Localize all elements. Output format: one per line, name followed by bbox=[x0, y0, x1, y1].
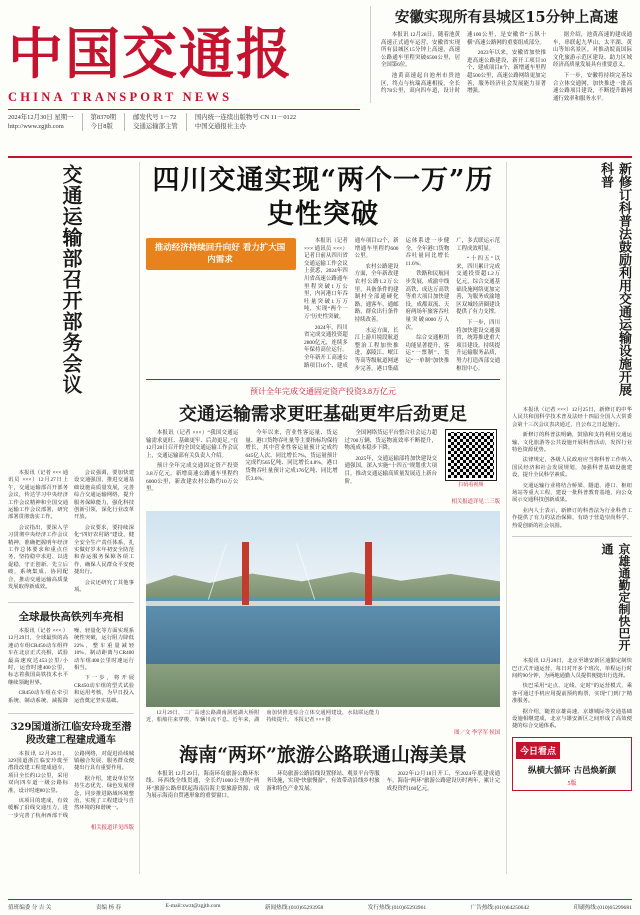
paragraph: 全国网络货运平台整合社会运力超过700万辆，货运物流效率不断提升，物流成本稳步下降。 bbox=[344, 430, 437, 452]
publisher: 中国交通报社主办 bbox=[194, 123, 246, 130]
page-footer bbox=[8, 899, 632, 911]
paragraph: 会议要求，要持续深化“四好农村路”建设，健全安全生产责任体系，扎实做好岁末年初安全防范和春运服务保障各项工作，确保人民群众平安便捷出行。 bbox=[74, 524, 134, 576]
serial-number: 国内统一连续出版物号 CN 11－0122 bbox=[194, 114, 297, 121]
paragraph: 交通运输行业将结合桥梁、隧道、港口、枢纽场站等重大工程，建设一批科普教育基地，向公众展示交通科技创新成果。 bbox=[512, 482, 632, 504]
post-code: 邮发代号 1－72 bbox=[133, 114, 177, 121]
paragraph: 2023年以来，安徽省加快推进高速公路建设，新开工项目10个、建成项目8个，新增通车里程超500公里，高速公路网络更加完善，服务经济社会发展能力显著增强。 bbox=[467, 50, 546, 95]
masthead-issue-block bbox=[91, 113, 126, 131]
dateline: 本报讯（记者 ×××）12月25日，新修订的中华人民共和国科学技术普及法经十四届全国人大常委会第十三次会议表决通过，自公布之日起施行。 bbox=[512, 407, 632, 428]
divider bbox=[146, 379, 500, 380]
footer-editor bbox=[8, 903, 51, 911]
photo-credit: 图／文 李学军 侯国 bbox=[454, 729, 500, 736]
masthead bbox=[8, 6, 632, 154]
footer-chief bbox=[96, 903, 121, 911]
qr-code-icon[interactable] bbox=[446, 430, 496, 480]
paragraph: 业内人士表示，新修订的科普法为行业科普工作提供了有力的法治保障，有助于营造崇尚科学、热爱创新的社会氛围。 bbox=[512, 507, 632, 529]
dateline: 本报讯（记者 ××× 通讯员 ×××）12月27日上午，交通运输部召开部务会议，传达学习中央经济工作会议精神和全国交通运输工作会议部署，研究部署贯彻落实工作。 bbox=[8, 470, 68, 521]
masthead-divider bbox=[8, 156, 632, 158]
paragraph: CR450动车组在牵引系统、制动系统、减振降噪、轻量化等方面实现系统性突破，运行阻力降低22%、整车重量减轻10%、制动距离与CR400动车组400公里时速运行相当。 bbox=[8, 628, 134, 704]
dateline: 本报讯（记者 ××× 通讯员 ×××）记者日前从四川省交通运输工作会议上获悉，2024年四川省高速公路通车里程突破1万公里，内河港口年吞吐量突破1万万吨，实现“两个一万”历史性突破。 bbox=[304, 238, 348, 320]
left-article-body bbox=[8, 470, 134, 596]
paragraph: 据介绍，池黄高速的建成通车，串联起九华山、太平湖、黄山等知名景区，对推动皖南国际文化旅游示范区建设、助力区域经济高质量发展具有重要意义。 bbox=[553, 32, 632, 69]
footer-chief-label: 责编 bbox=[95, 905, 108, 911]
photo-caption bbox=[146, 710, 500, 725]
dateline: 本报讯 12月29日，海南环岛旅游公路环东线、环西线全线贯通，全长约1000公里的“两环”旅游公路串联起海南沿海主要旅游资源，成为展示海南自贸港形象的重要窗口。 bbox=[146, 770, 260, 800]
paragraph: 会议强调，要加快建设交通强国，推进交通基础设施高质量发展，完善综合交通运输网络，提升服务保障能力，强化科技创新引领，深化行业改革开放。 bbox=[74, 470, 134, 521]
dateline: 本报讯（记者 ××× ）12月29日，全球最快的高速动车组CR450动车组样车在北京正式亮相，试验最高速度达453公里/小时，运营时速400公里，标志着我国高铁技术水平继续领跑世界。 bbox=[8, 628, 68, 686]
main-column bbox=[140, 162, 506, 874]
second-story-body bbox=[146, 430, 437, 494]
bridge-deck bbox=[146, 601, 500, 606]
body-grid bbox=[8, 162, 632, 874]
shoreline bbox=[146, 664, 500, 707]
paragraph: 会议还研究了其他事项。 bbox=[74, 579, 134, 594]
qr-code-block[interactable] bbox=[442, 430, 500, 489]
paragraph: 会议指出，要深入学习贯彻中央经济工作会议精神，准确把握明年经济工作总体要求和重点任务，坚持稳中求进、以进促稳，守正创新、先立后破，系统集成、协同配合，推动交通运输高质量发展取得新成效。 bbox=[8, 524, 68, 591]
right-story2-body bbox=[512, 658, 632, 731]
third-story-body bbox=[146, 771, 500, 801]
right-story2-title[interactable]: 京雄通勤定制快巴开通 bbox=[600, 543, 631, 652]
masthead-left bbox=[8, 6, 360, 131]
main-article-body bbox=[304, 238, 500, 373]
paragraph: 水运方面，长江上游川境段航道整治工程加快推进，嘉陵江、岷江等高等级航道网逐步完善，港口集疏运体系进一步健全，全年港口货物吞吐量同比增长11.6%。 bbox=[354, 238, 450, 372]
paragraph: 2022年12月18日开工，至2024年底建成通车，海南“两环”旅游公路建设历时两年，累计完成投资约160亿元。 bbox=[386, 770, 500, 792]
paragraph: 铁路和民航同步发展，成渝中线高铁、成达万高铁等重大项目加快建设，成都双流、天府两场年旅客吞吐量突破8000万人次。 bbox=[405, 271, 450, 331]
bridge-tower bbox=[242, 542, 249, 605]
footer-ads-tel: 广告热线:(010)64250642 bbox=[470, 905, 530, 911]
main-headline[interactable]: 四川交通实现“两个一万”历史性突破 bbox=[152, 165, 494, 230]
left-story3-body bbox=[8, 751, 134, 821]
top-story bbox=[370, 6, 632, 103]
second-story-note[interactable]: 相关报道详见二三版 bbox=[451, 498, 500, 505]
paragraph: 2024年，四川省完成交通投资超2800亿元，连续多年保持高位运行。全年新开工高速公路项目16个、建成通车项目12个，新增通车里程约600公里。 bbox=[304, 238, 399, 369]
top-story-body bbox=[381, 32, 632, 103]
dateline: 本报讯（记者 ×××）“我国交通运输需求更旺、基础更牢、后劲更足。”在12月28日召开的全国交通运输工作会议上，交通运输部有关负责人介绍。 bbox=[146, 430, 239, 459]
bridge-photo bbox=[146, 511, 500, 707]
paragraph: 快巴采用“定点、定线、定时”的运营模式，乘客可通过手机应用提前预约购票，实现“门到门”精准服务。 bbox=[512, 683, 632, 705]
paragraph: 下一步，四川将加快建设交通强省，统筹推进重大项目建设，持续提升运输服务品质，努力打造西部交通枢纽中心。 bbox=[456, 319, 500, 372]
footer-print-tel: 印刷热线:(010)65299681 bbox=[573, 905, 632, 911]
divider bbox=[512, 536, 632, 537]
left-column bbox=[8, 162, 140, 874]
website-url[interactable]: http://www.zgjtb.com bbox=[8, 123, 64, 130]
paragraph: 该项目的建成，有效缓解了沿线交通压力，进一步完善了杭州西部干线公路网络，对促进沿线城镇融合发展、服务群众便捷出行具有重要作用。 bbox=[8, 750, 134, 819]
paragraph: 法律规定，各级人民政府应当将科普工作纳入国民经济和社会发展规划，加强科普基础设施建设，提升全民科学素质。 bbox=[512, 457, 632, 479]
footer-editor-name: 分 吉 关 bbox=[31, 905, 52, 911]
left-story3-title[interactable]: 329国道浙江临安玲珑至潜段改建工程建成通车 bbox=[10, 721, 132, 746]
today-highlights-label: 今日看点 bbox=[516, 742, 560, 759]
paragraph: 预计全年完成交通固定资产投资3.8万亿元，新增高速公路通车里程约6000公里，新改建农村公路约10万公里。 bbox=[146, 463, 239, 493]
sponsor: 交通运输部主管 bbox=[133, 123, 178, 130]
dateline: 本报讯 12月26日，329国道浙江临安玲珑至潜段改建工程建成通车，项目全长约12公里，采用双向四车道一级公路标准，设计时速80公里。 bbox=[8, 750, 68, 794]
paragraph: 下一步，安徽将持续完善综合立体交通网，加快推进一批高速公路项目建设，不断提升路网通行效率和服务水平。 bbox=[553, 72, 632, 102]
paragraph: “十四五”以来，四川累计完成交通投资超1.2万亿元，综合交通基础设施网络更加完善，为服务成渝地区双城经济圈建设提供了有力支撑。 bbox=[456, 256, 500, 316]
left-story2-title[interactable]: 全球最快高铁列车亮相 bbox=[18, 611, 124, 623]
qr-caption: 扫码看视频 bbox=[458, 483, 484, 489]
right-headline[interactable]: 新修订科普法鼓励利用交通运输设施开展科普 bbox=[598, 162, 631, 396]
newspaper-title: 中国交通报 bbox=[8, 21, 294, 86]
right-article-body bbox=[512, 407, 632, 530]
right-column bbox=[506, 162, 632, 874]
paragraph: 新修订的科普法明确，鼓励和支持利用交通运输、文化旅游等公共设施开展科普活动，发挥行业特色资源优势。 bbox=[512, 432, 632, 454]
sky bbox=[146, 511, 500, 585]
paragraph: 2025年，交通运输部将加快建设交通强国，深入实施“十四五”规划重大项目，推动交通运输高质量发展迈上新台阶。 bbox=[344, 455, 437, 485]
paragraph: 本报讯 12月28日，随着池黄高速正式通车运营，安徽省实现所有县城区15分钟上高速，高速公路通车里程突破6500公里，居全国第6位。 bbox=[381, 32, 460, 69]
paragraph: 农村公路建设方面，全年新改建农村公路1.2万公里，具备条件的建制村全部通硬化路、通客车、通邮路，群众出行条件持续改善。 bbox=[354, 263, 399, 323]
footer-email[interactable]: E-mail:xwzt@zgjtb.com bbox=[165, 903, 221, 909]
campaign-ribbon-wrap bbox=[146, 238, 296, 270]
caption-text: 12月29日，二广高速公路湖南洞庭湖大桥附近，船舶往来穿梭，车辆川流不息。近年来，湖南加快推进综合立体交通网建设，水陆联运能力持续提升。 本报记者 ××× 摄 bbox=[146, 709, 380, 724]
paragraph: 据介绍，建设单位坚持生态优先、绿色发展理念，同步推进路域环境整治，实现了工程建设与自然环境的和谐统一。 bbox=[74, 775, 134, 812]
masthead-publisher-block bbox=[195, 113, 306, 131]
publish-date: 2024年12月30日 星期一 bbox=[8, 114, 74, 121]
divider bbox=[8, 713, 134, 714]
paragraph: 今年以来，营业性客运量、货运量、港口货物吞吐量等主要指标均保持增长，其中营业性客运量预计完成约645亿人次、同比增长7%，货运量预计完成约565亿吨、同比增长4.8%，港口货物吞吐量预计完成176亿吨、同比增长3.6%。 bbox=[245, 430, 338, 482]
paragraph: 据介绍，随着京雄高速、京雄城际等交通基础设施相继建成，北京与雄安新区之间形成了高效便捷的综合交通体系。 bbox=[512, 708, 632, 730]
left-headline[interactable]: 交通运输部召开部务会议 bbox=[59, 164, 83, 395]
top-story-title[interactable]: 安徽实现所有县城区15分钟上高速 bbox=[394, 9, 619, 26]
divider bbox=[8, 602, 134, 603]
masthead-rule bbox=[8, 109, 360, 110]
masthead-date-block bbox=[8, 113, 83, 131]
paragraph: 综合交通枢纽功能显著提升，客运“一票制”、货运“一单制”加快推广，多式联运示范工程成效明显。 bbox=[405, 238, 500, 364]
second-story-kicker: 预计全年完成交通固定资产投资3.8万亿元 bbox=[250, 387, 396, 397]
bridge-tower bbox=[365, 542, 372, 605]
footer-editor-label: 值班编委 bbox=[8, 905, 31, 911]
third-story-title[interactable]: 海南“两环”旅游公路联通山海美景 bbox=[179, 743, 467, 766]
footer-chief-name: 杨 春 bbox=[108, 905, 122, 911]
footer-subscribe-tel: 发行热线:(010)65293961 bbox=[367, 905, 427, 911]
footer-news-tel: 新闻热线:(010)65293958 bbox=[264, 905, 324, 911]
today-pages: 今日8版 bbox=[90, 123, 113, 130]
paragraph: 本报讯 12月28日，北京至雄安新区通勤定制快巴正式开通运营，每日对开多个班次，单程运行时间约90分钟，为两地通勤人员提供便捷出行选择。 bbox=[512, 658, 632, 679]
paragraph: 环岛旅游公路沿线设置驿站、观景平台等服务设施，实现“快旅慢游”，有效带动沿线乡村旅游和特色产业发展。 bbox=[266, 770, 380, 792]
today-highlights bbox=[512, 737, 632, 791]
paragraph: 下一步，将开展CR450动车组的型式试验和运用考核，为早日投入运营奠定坚实基础。 bbox=[74, 675, 134, 704]
left-story2-body bbox=[8, 628, 134, 707]
newspaper-title-english: CHINA TRANSPORT NEWS bbox=[8, 90, 233, 104]
today-highlight-page: 5版 bbox=[567, 780, 577, 787]
paragraph: 池黄高速起自池州市贵池区，终点与杭瑞高速相接，全长约78公里，双向四车道，设计时速100公里，是安徽省“五纵十横”高速公路网的重要组成部分。 bbox=[381, 32, 546, 95]
second-story-title[interactable]: 交通运输需求更旺基础更牢后劲更足 bbox=[179, 404, 467, 426]
issue-number: 第8370期 bbox=[90, 114, 117, 121]
masthead-info bbox=[8, 113, 360, 131]
today-highlight-item[interactable]: 纵横大循环 古邑焕新颜 bbox=[528, 765, 616, 776]
left-footnote[interactable]: 相关报道详见四版 bbox=[90, 825, 134, 832]
campaign-ribbon: 推动经济持续回升向好 看力扩大国内需求 bbox=[146, 238, 296, 270]
masthead-code-block bbox=[133, 113, 187, 131]
